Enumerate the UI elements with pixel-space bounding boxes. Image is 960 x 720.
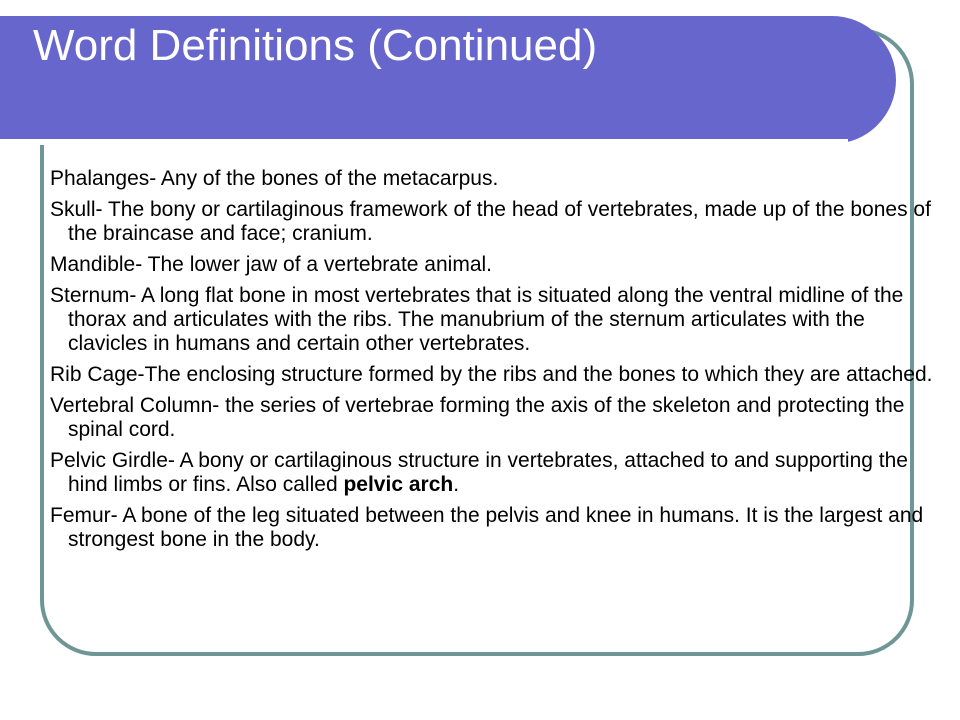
definition-text: Sternum- A long flat bone in most vertebrates that is situated along the ventral midline of the thorax and articulates with the ribs. The manubrium of the sternum articulates with the clavicles in humans and certain other vertebrates.	[50, 284, 904, 355]
bold-term: pelvic arch	[343, 473, 454, 496]
slide-title: Word Definitions (Continued)	[33, 21, 598, 70]
definition-item-skull	[50, 198, 950, 246]
definition-suffix: .	[453, 473, 460, 496]
definition-item-mandible	[50, 253, 950, 277]
definition-list	[50, 167, 950, 559]
definition-text: Vertebral Column- the series of vertebrae forming the axis of the skeleton and protecting the spinal cord.	[50, 394, 905, 441]
title-underline	[0, 139, 848, 145]
definition-text: Rib Cage-The enclosing structure formed by the ribs and the bones to which they are attached.	[50, 363, 933, 386]
definition-text: Femur- A bone of the leg situated between the pelvis and knee in humans. It is the largest and strongest bone in the body.	[50, 504, 924, 551]
definition-text: Mandible- The lower jaw of a vertebrate animal.	[50, 253, 492, 276]
definition-text: Skull- The bony or cartilaginous framework of the head of vertebrates, made up of the bones of the braincase and face; cranium.	[50, 198, 931, 245]
definition-item-phalanges	[50, 167, 950, 191]
definition-item-rib-cage	[50, 363, 950, 387]
definition-text: Pelvic Girdle- A bony or cartilaginous structure in vertebrates, attached to and supporting the hind limbs or fins. Also called	[50, 449, 908, 496]
definition-item-sternum	[50, 284, 950, 356]
definition-item-vertebral-column	[50, 394, 950, 442]
definition-text: Phalanges- Any of the bones of the metacarpus.	[50, 167, 499, 190]
definition-item-pelvic-girdle	[50, 449, 950, 497]
definition-item-femur	[50, 504, 950, 552]
